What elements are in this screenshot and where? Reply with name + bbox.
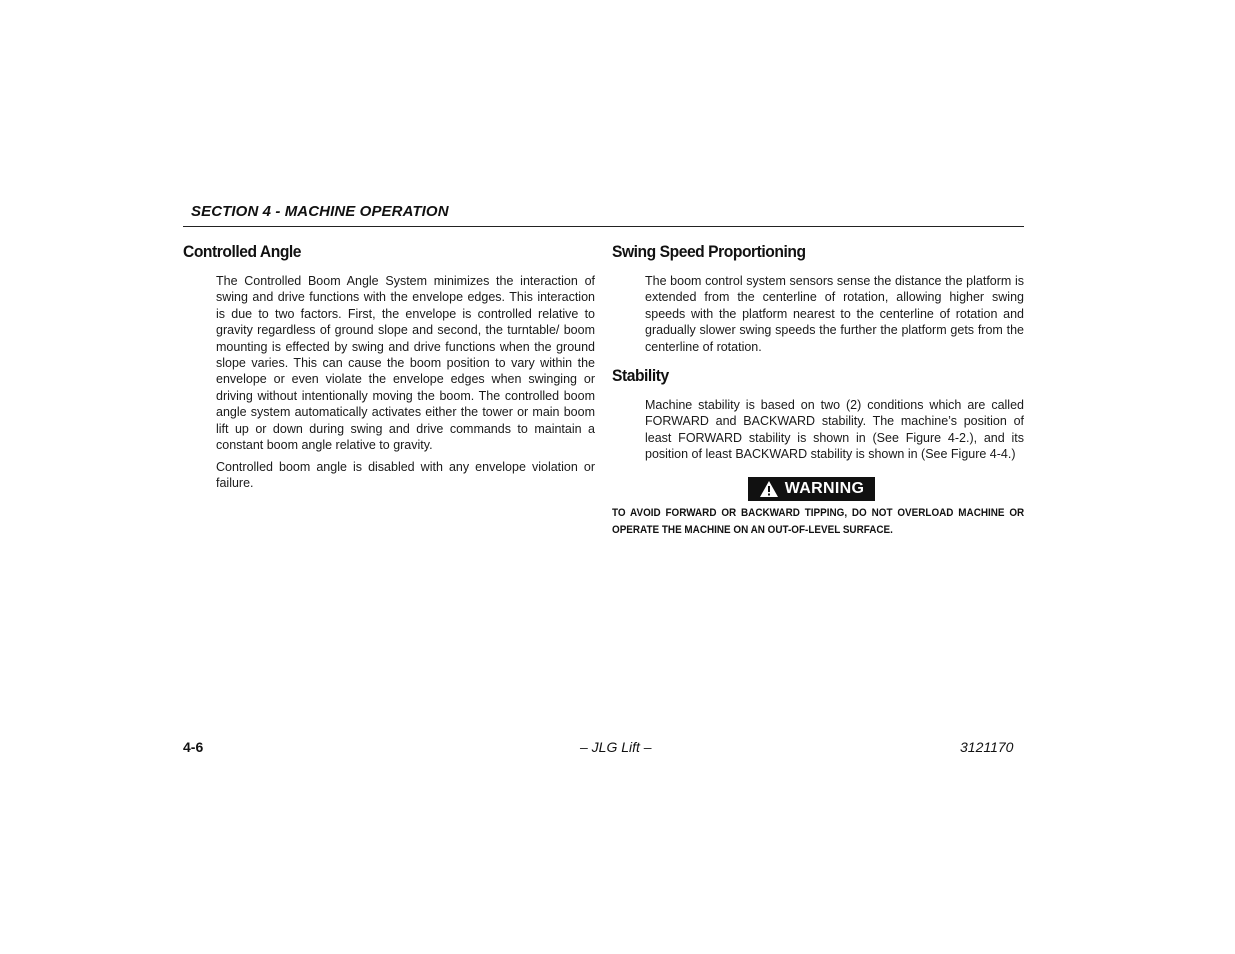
section-title: SECTION 4 - MACHINE OPERATION [191,203,449,220]
swing-speed-paragraph: The boom control system sensors sense the distance the platform is extended from the centerline of rotation, allowing higher swing speeds with the platform nearest to the centerline of rotation and gradually slower swing speeds the further the platform gets from the centerline of rotation. [645,274,1024,354]
controlled-angle-paragraph-2: Controlled boom angle is disabled with any envelope violation or failure. [216,460,595,491]
header-divider [183,226,1024,227]
stability-heading: Stability [612,366,669,385]
controlled-angle-paragraph-1: The Controlled Boom Angle System minimizes the interaction of swing and drive functions with the envelope edges. This interaction is due to two factors. First, the envelope is controlled relative to gravity regardless of ground slope and second, the turntable/ boom mounting is effected by swing and drive functions when the ground slope varies. This can cause the boom position to vary within the envelope or even violate the envelope edges when swinging or driving without intentionally moving the boom. The controlled boom angle system automatically activates either the tower or main boom lift up or down during swing and drive commands to maintain a constant boom angle relative to gravity. [216,274,595,453]
swing-speed-heading: Swing Speed Proportioning [612,242,806,261]
footer-publisher: – JLG Lift – [580,739,652,755]
page-number: 4-6 [183,739,204,755]
stability-paragraph: Machine stability is based on two (2) conditions which are called FORWARD and BACKWARD stability. The machine’s position of least FORWARD stability is shown in (See Figure 4-2.), and its position of least BACKWARD stability is shown in (See Figure 4-4.) [645,398,1024,462]
document-number: 3121170 [960,739,1014,755]
warning-triangle-icon [759,480,779,498]
warning-badge [748,477,875,501]
controlled-angle-heading: Controlled Angle [183,242,302,261]
warning-message: TO AVOID FORWARD OR BACKWARD TIPPING, DO NOT OVERLOAD MACHINE OR OPERATE THE MACHINE ON AN OUT-OF-LEVEL SURFACE. [612,507,1025,536]
warning-label: WARNING [784,480,865,497]
